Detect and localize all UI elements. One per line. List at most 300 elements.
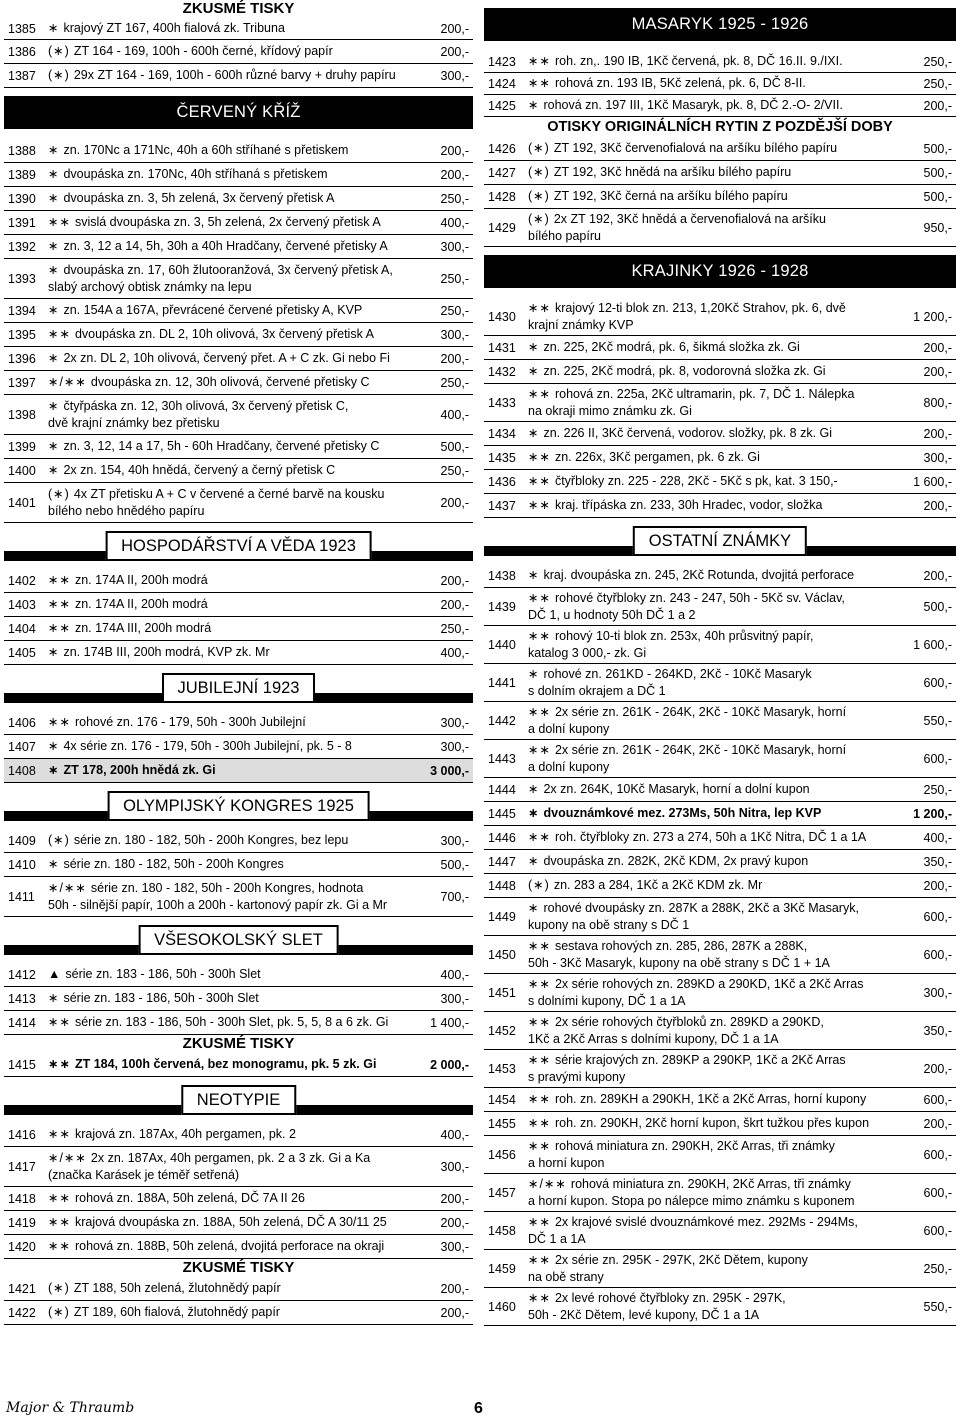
lot-description bbox=[524, 590, 924, 624]
description-line: 2x levé rohové čtyřbloky zn. 295K - 297K, bbox=[554, 1290, 786, 1305]
lot-price: 200,- bbox=[923, 98, 952, 113]
lot-number: 1407 bbox=[8, 739, 36, 754]
condition-mark: ∗ bbox=[528, 364, 540, 378]
lot-price: 2 000,- bbox=[430, 1057, 469, 1072]
description-line: 2x série zn. 261K - 264K, 2Kč - 10Kč Masaryk, horní bbox=[554, 704, 847, 719]
section-title: KRAJINKY 1926 - 1928 bbox=[484, 255, 956, 288]
lot-number: 1415 bbox=[8, 1057, 36, 1072]
lot-number: 1385 bbox=[8, 21, 36, 36]
lot-price: 600,- bbox=[923, 1223, 952, 1238]
condition-mark: ∗ bbox=[48, 398, 60, 413]
condition-mark: ∗ bbox=[48, 239, 60, 253]
lot-price: 250,- bbox=[923, 54, 952, 69]
lot-price: 300,- bbox=[440, 239, 469, 254]
lot-number: 1427 bbox=[488, 165, 516, 180]
lot-price: 200,- bbox=[440, 351, 469, 366]
description-line: zn. 3, 12 a 14, 5h, 30h a 40h Hradčany, červené přetisky A bbox=[63, 239, 388, 253]
description-line: rohové čtyřbloky zn. 243 - 247, 50h - 5Kč sv. Václav, bbox=[554, 590, 845, 605]
lot-number: 1457 bbox=[488, 1185, 516, 1200]
condition-mark: ∗∗ bbox=[528, 1052, 551, 1067]
lot-price: 1 200,- bbox=[913, 309, 952, 324]
lot-row bbox=[484, 161, 956, 185]
section-title: ZKUSMÉ TISKY bbox=[182, 1035, 295, 1052]
condition-mark: ∗ bbox=[48, 463, 60, 477]
lot-number: 1433 bbox=[488, 395, 516, 410]
description-line: roh. zn. 290KH, 2Kč horní kupon, škrt tužkou přes kupon bbox=[554, 1116, 870, 1130]
description-line: dvoupáska zn. 170Nc, 40h stříhaná s přetiskem bbox=[63, 167, 328, 181]
publisher-mark: Major & Thraumb bbox=[6, 1400, 135, 1416]
lot-number: 1438 bbox=[488, 568, 516, 583]
description-line: 2x zn. 154, 40h hnědá, červený a černý přetisk C bbox=[63, 463, 336, 477]
condition-mark: (∗) bbox=[528, 165, 550, 179]
lot-description bbox=[524, 628, 913, 662]
lot-number: 1422 bbox=[8, 1305, 36, 1320]
lot-number: 1441 bbox=[488, 675, 516, 690]
lot-row bbox=[4, 323, 473, 347]
lot-description bbox=[524, 300, 913, 334]
condition-mark: ∗∗ bbox=[48, 1191, 71, 1205]
lot-number: 1412 bbox=[8, 967, 36, 982]
lot-row bbox=[4, 829, 473, 853]
lot-number: 1451 bbox=[488, 985, 516, 1000]
lot-number: 1425 bbox=[488, 98, 516, 113]
lot-price: 600,- bbox=[923, 751, 952, 766]
lot-description bbox=[524, 704, 924, 738]
description-line: 2x série rohových zn. 289KD a 290KD, 1Kč a 2Kč Arras bbox=[554, 976, 864, 991]
lot-number: 1437 bbox=[488, 498, 516, 513]
lot-price: 300,- bbox=[440, 833, 469, 848]
lot-number: 1432 bbox=[488, 364, 516, 379]
condition-mark: ∗∗ bbox=[528, 938, 551, 953]
lot-row bbox=[484, 564, 956, 588]
lot-description bbox=[524, 1138, 924, 1172]
condition-mark: ∗∗ bbox=[528, 474, 551, 488]
condition-mark: ∗ bbox=[48, 351, 60, 365]
description-line: krajový ZT 167, 400h fialová zk. Tribuna bbox=[63, 21, 285, 35]
lot-number: 1389 bbox=[8, 167, 36, 182]
lot-description bbox=[44, 1190, 441, 1207]
description-line: s pravými kupony bbox=[528, 1069, 626, 1084]
condition-mark: ∗∗ bbox=[48, 1057, 71, 1071]
lot-number: 1449 bbox=[488, 909, 516, 924]
lot-description bbox=[44, 714, 441, 731]
description-line: s dolním okrajem a DČ 1 bbox=[528, 683, 666, 698]
condition-mark: ∗∗ bbox=[48, 715, 71, 729]
lot-number: 1410 bbox=[8, 857, 36, 872]
condition-mark: ∗∗ bbox=[528, 590, 551, 605]
description-line: krajová dvoupáska zn. 188A, 50h zelená, DČ A 30/11 25 bbox=[74, 1215, 387, 1229]
condition-mark: ∗ bbox=[48, 21, 60, 35]
lot-row bbox=[4, 18, 473, 40]
lot-price: 250,- bbox=[923, 1261, 952, 1276]
description-line: na okraji mimo známku zk. Gi bbox=[528, 403, 692, 418]
description-line: 2x zn. 187Ax, 40h pergamen, pk. 2 a 3 zk. Gi a Ka bbox=[90, 1150, 371, 1165]
description-line: rohová miniatura zn. 290KH, 2Kč Arras, tři známky bbox=[570, 1176, 851, 1191]
lot-description bbox=[524, 900, 924, 934]
description-line: 29x ZT 164 - 169, 100h - 600h různé barvy + druhy papíru bbox=[73, 68, 396, 82]
section-title: ZKUSMÉ TISKY bbox=[182, 1259, 295, 1276]
condition-mark: ∗ bbox=[48, 739, 60, 753]
lot-description bbox=[524, 1176, 924, 1210]
lot-price: 300,- bbox=[440, 1159, 469, 1174]
lot-description bbox=[44, 856, 441, 873]
description-line: série zn. 183 - 186, 50h - 300h Slet bbox=[63, 991, 259, 1005]
lot-description bbox=[44, 326, 441, 343]
description-line: zn. 226 II, 3Kč červená, vodorov. složky, pk. 8 zk. Gi bbox=[543, 426, 833, 440]
condition-mark: ∗ bbox=[528, 98, 540, 112]
condition-mark: ∗/∗∗ bbox=[48, 1150, 87, 1165]
lot-description bbox=[44, 486, 441, 520]
lot-number: 1386 bbox=[8, 44, 36, 59]
description-line: 2x ZT 192, 3Kč hnědá a červenofialová na aršíku bbox=[553, 211, 826, 226]
lot-row bbox=[484, 826, 956, 850]
lot-price: 200,- bbox=[923, 568, 952, 583]
condition-mark: ∗/∗∗ bbox=[48, 375, 87, 389]
condition-mark: ▲ bbox=[48, 967, 62, 981]
condition-mark: ∗∗ bbox=[48, 327, 71, 341]
description-line: krajová zn. 187Ax, 40h pergamen, pk. 2 bbox=[74, 1127, 296, 1141]
lot-row bbox=[4, 1211, 473, 1235]
lot-number: 1434 bbox=[488, 426, 516, 441]
section-title: OLYMPIJSKÝ KONGRES 1925 bbox=[107, 791, 370, 821]
right-column bbox=[484, 0, 956, 1326]
section-title: VŠESOKOLSKÝ SLET bbox=[138, 925, 339, 955]
description-line: zn. 174A II, 200h modrá bbox=[74, 597, 208, 611]
lot-price: 200,- bbox=[923, 1061, 952, 1076]
lot-number: 1411 bbox=[8, 889, 35, 904]
lot-row bbox=[484, 588, 956, 626]
lot-description bbox=[524, 1252, 924, 1286]
lot-row bbox=[484, 1212, 956, 1250]
lot-description bbox=[44, 302, 441, 319]
condition-mark: ∗∗ bbox=[528, 830, 551, 844]
lot-number: 1417 bbox=[8, 1159, 36, 1174]
lot-price: 200,- bbox=[440, 495, 469, 510]
description-line: roh. zn,. 190 IB, 1Kč červená, pk. 8, DČ 16.II. 9./IXI. bbox=[554, 54, 843, 68]
lot-number: 1423 bbox=[488, 54, 516, 69]
description-line: 1Kč a 2Kč Arras s dolními kupony, DČ 1 a 1A bbox=[528, 1031, 779, 1046]
description-line: ZT 192, 3Kč červenofialová na aršíku bílého papíru bbox=[553, 141, 838, 155]
condition-mark: ∗ bbox=[528, 782, 540, 796]
lot-row bbox=[4, 1011, 473, 1035]
lot-description bbox=[44, 1304, 441, 1321]
condition-mark: ∗ bbox=[528, 426, 540, 440]
lot-row bbox=[4, 1123, 473, 1147]
lot-price: 500,- bbox=[440, 857, 469, 872]
condition-mark: (∗) bbox=[48, 833, 70, 847]
condition-mark: ∗∗ bbox=[528, 976, 551, 991]
lot-row bbox=[4, 759, 473, 783]
description-line: 2x série zn. 261K - 264K, 2Kč - 10Kč Masaryk, horní bbox=[554, 742, 847, 757]
left-column bbox=[4, 0, 473, 1325]
description-line: série krajových zn. 289KP a 290KP, 1Kč a 2Kč Arras bbox=[554, 1052, 846, 1067]
lot-description bbox=[44, 572, 441, 589]
condition-mark: (∗) bbox=[48, 1281, 70, 1295]
lot-price: 350,- bbox=[923, 854, 952, 869]
lot-price: 600,- bbox=[923, 675, 952, 690]
description-line: bílého papíru bbox=[528, 228, 601, 243]
lot-number: 1397 bbox=[8, 375, 36, 390]
lot-row bbox=[4, 347, 473, 371]
lot-number: 1390 bbox=[8, 191, 36, 206]
description-line: kraj. dvoupáska zn. 245, 2Kč Rotunda, dvojitá perforace bbox=[543, 568, 855, 582]
description-line: rohové zn. 176 - 179, 50h - 300h Jubilejní bbox=[74, 715, 306, 729]
lot-price: 300,- bbox=[440, 991, 469, 1006]
description-line: bílého nebo hnědého papíru bbox=[48, 503, 205, 518]
lot-price: 550,- bbox=[923, 1299, 952, 1314]
lot-row bbox=[484, 802, 956, 826]
condition-mark: (∗) bbox=[48, 1305, 70, 1319]
lot-description bbox=[44, 832, 441, 849]
lot-description bbox=[524, 829, 924, 846]
lot-description bbox=[524, 164, 924, 181]
description-line: 50h - 2Kč Dětem, levé kupony, DČ 1 a 1A bbox=[528, 1307, 760, 1322]
description-line: zn. 283 a 284, 1Kč a 2Kč KDM zk. Mr bbox=[553, 878, 763, 892]
lot-row bbox=[484, 51, 956, 73]
lot-row bbox=[4, 987, 473, 1011]
lot-row bbox=[4, 1301, 473, 1325]
section-title: ZKUSMÉ TISKY bbox=[182, 0, 295, 17]
condition-mark: ∗∗ bbox=[48, 1215, 71, 1229]
lot-number: 1439 bbox=[488, 599, 516, 614]
lot-description bbox=[524, 938, 924, 972]
description-line: rohová zn. 188B, 50h zelená, dvojitá perforace na okraji bbox=[74, 1239, 385, 1253]
condition-mark: ∗ bbox=[528, 666, 540, 681]
lot-number: 1388 bbox=[8, 143, 36, 158]
description-line: ZT 188, 50h zelená, žlutohnědý papír bbox=[73, 1281, 281, 1295]
condition-mark: (∗) bbox=[48, 486, 70, 501]
lot-number: 1408 bbox=[8, 763, 36, 778]
lot-row bbox=[4, 711, 473, 735]
description-line: 50h - silnější papír, 100h a 200h - kartonový papír zk. Gi a Mr bbox=[48, 897, 388, 912]
lot-price: 400,- bbox=[923, 830, 952, 845]
condition-mark: ∗ bbox=[528, 568, 540, 582]
description-line: s dolními kupony, DČ 1 a 1A bbox=[528, 993, 686, 1008]
lot-description bbox=[44, 262, 441, 296]
lot-row bbox=[4, 1235, 473, 1259]
section-banner bbox=[4, 673, 473, 703]
lot-row bbox=[484, 360, 956, 384]
lot-number: 1454 bbox=[488, 1092, 516, 1107]
lot-price: 300,- bbox=[440, 1239, 469, 1254]
lot-row bbox=[484, 936, 956, 974]
lot-number: 1413 bbox=[8, 991, 36, 1006]
lot-number: 1387 bbox=[8, 68, 36, 83]
description-line: zn. 174B III, 200h modrá, KVP zk. Mr bbox=[63, 645, 270, 659]
lot-row bbox=[4, 395, 473, 435]
lot-price: 250,- bbox=[440, 303, 469, 318]
lot-price: 350,- bbox=[923, 1023, 952, 1038]
lot-price: 1 400,- bbox=[430, 1015, 469, 1030]
lot-number: 1447 bbox=[488, 854, 516, 869]
lot-price: 1 600,- bbox=[913, 474, 952, 489]
lot-description bbox=[524, 781, 924, 798]
lot-number: 1401 bbox=[8, 495, 36, 510]
lot-price: 200,- bbox=[440, 1191, 469, 1206]
lot-description bbox=[44, 1280, 441, 1297]
lot-number: 1429 bbox=[488, 220, 516, 235]
condition-mark: ∗∗ bbox=[48, 597, 71, 611]
lot-row bbox=[484, 95, 956, 117]
description-line: (značka Karásek je téměř setřená) bbox=[48, 1167, 240, 1182]
lot-description bbox=[524, 211, 924, 245]
condition-mark: ∗ bbox=[528, 806, 540, 820]
description-line: rohová zn. 188A, 50h zelená, DČ 7A II 26 bbox=[74, 1191, 305, 1205]
condition-mark: ∗ bbox=[48, 763, 60, 777]
lot-description bbox=[524, 1290, 924, 1324]
section-banner bbox=[4, 531, 473, 561]
lot-price: 500,- bbox=[440, 439, 469, 454]
lot-number: 1448 bbox=[488, 878, 516, 893]
description-line: DČ 1 a 1A bbox=[528, 1231, 586, 1246]
lot-row bbox=[4, 617, 473, 641]
lot-row bbox=[4, 593, 473, 617]
description-line: zn. 174A III, 200h modrá bbox=[74, 621, 212, 635]
lot-number: 1431 bbox=[488, 340, 516, 355]
description-line: rohový 10-ti blok zn. 253x, 40h průsvitný papír, bbox=[554, 628, 814, 643]
description-line: dvoupáska zn. DL 2, 10h olivová, 3x červený přetisk A bbox=[74, 327, 374, 341]
lot-row bbox=[4, 187, 473, 211]
lot-description bbox=[44, 1056, 430, 1073]
lot-number: 1404 bbox=[8, 621, 36, 636]
lot-number: 1445 bbox=[488, 806, 516, 821]
description-line: čtyřbloky zn. 225 - 228, 2Kč - 5Kč s pk, kat. 3 150,- bbox=[554, 474, 838, 488]
lot-price: 200,- bbox=[923, 364, 952, 379]
lot-number: 1444 bbox=[488, 782, 516, 797]
lot-description bbox=[44, 166, 441, 183]
condition-mark: (∗) bbox=[48, 44, 70, 58]
lot-price: 200,- bbox=[440, 573, 469, 588]
description-line: série zn. 183 - 186, 50h - 300h Slet bbox=[65, 967, 261, 981]
lot-description bbox=[524, 188, 924, 205]
section-title: OSTATNÍ ZNÁMKY bbox=[633, 526, 807, 556]
lot-row bbox=[484, 1050, 956, 1088]
lot-number: 1418 bbox=[8, 1191, 36, 1206]
lot-price: 250,- bbox=[440, 271, 469, 286]
condition-mark: ∗∗ bbox=[528, 76, 551, 90]
description-line: série zn. 180 - 182, 50h - 200h Kongres, bez lepu bbox=[73, 833, 349, 847]
lot-description bbox=[44, 762, 430, 779]
lot-number: 1421 bbox=[8, 1281, 36, 1296]
lot-number: 1405 bbox=[8, 645, 36, 660]
description-line: dvoupáska zn. 17, 60h žlutooranžová, 3x červený přetisk A, bbox=[63, 262, 393, 277]
lot-row bbox=[484, 209, 956, 247]
condition-mark: ∗∗ bbox=[48, 1127, 71, 1141]
lot-price: 3 000,- bbox=[430, 763, 469, 778]
lot-number: 1458 bbox=[488, 1223, 516, 1238]
lot-number: 1399 bbox=[8, 439, 36, 454]
lot-description bbox=[44, 43, 441, 60]
lot-number: 1424 bbox=[488, 76, 516, 91]
section-banner bbox=[4, 925, 473, 955]
lot-description bbox=[524, 363, 924, 380]
condition-mark: ∗∗ bbox=[528, 628, 551, 643]
lot-description bbox=[524, 497, 924, 514]
lot-row bbox=[484, 850, 956, 874]
description-line: a dolní kupony bbox=[528, 759, 610, 774]
lot-description bbox=[524, 666, 924, 700]
description-line: 2x zn. DL 2, 10h olivová, červený přet. A + C zk. Gi nebo Fi bbox=[63, 351, 390, 365]
lot-price: 500,- bbox=[923, 189, 952, 204]
lot-row bbox=[4, 40, 473, 64]
lot-price: 200,- bbox=[440, 44, 469, 59]
lot-row bbox=[4, 299, 473, 323]
lot-description bbox=[524, 425, 924, 442]
description-line: ZT 178, 200h hnědá zk. Gi bbox=[63, 763, 216, 777]
lot-price: 300,- bbox=[440, 327, 469, 342]
lot-number: 1409 bbox=[8, 833, 36, 848]
description-line: katalog 3 000,- zk. Gi bbox=[528, 645, 647, 660]
lot-price: 200,- bbox=[440, 1215, 469, 1230]
description-line: zn. 170Nc a 171Nc, 40h a 60h stříhané s přetiskem bbox=[63, 143, 349, 157]
condition-mark: ∗/∗∗ bbox=[528, 1176, 567, 1191]
lot-row bbox=[484, 898, 956, 936]
description-line: a dolní kupony bbox=[528, 721, 610, 736]
lot-row bbox=[4, 139, 473, 163]
lot-number: 1450 bbox=[488, 947, 516, 962]
lot-row bbox=[4, 435, 473, 459]
lot-row bbox=[4, 64, 473, 88]
lot-description bbox=[44, 350, 441, 367]
lot-description bbox=[524, 567, 924, 584]
lot-price: 600,- bbox=[923, 1092, 952, 1107]
lot-description bbox=[44, 374, 441, 391]
lot-description bbox=[524, 853, 924, 870]
section-banner bbox=[4, 791, 473, 821]
lot-price: 300,- bbox=[923, 450, 952, 465]
lot-number: 1459 bbox=[488, 1261, 516, 1276]
condition-mark: ∗∗ bbox=[528, 1138, 551, 1153]
lot-price: 1 600,- bbox=[913, 637, 952, 652]
condition-mark: ∗∗ bbox=[528, 386, 551, 401]
lot-description bbox=[44, 462, 441, 479]
description-line: ZT 192, 3Kč hnědá na aršíku bílého papíru bbox=[553, 165, 792, 179]
lot-row bbox=[4, 235, 473, 259]
lot-description bbox=[524, 473, 913, 490]
lot-row bbox=[4, 1053, 473, 1077]
condition-mark: ∗∗ bbox=[528, 1116, 551, 1130]
description-line: 50h - 3Kč Masaryk, kupony na obě strany s DČ 1 + 1A bbox=[528, 955, 830, 970]
section-title: ČERVENÝ KŘÍŽ bbox=[4, 96, 473, 129]
lot-price: 200,- bbox=[440, 1281, 469, 1296]
lot-description bbox=[524, 1052, 924, 1086]
description-line: 2x série rohových čtyřbloků zn. 289KD a 290KD, bbox=[554, 1014, 824, 1029]
description-line: 4x série zn. 176 - 179, 50h - 300h Jubilejní, pk. 5 - 8 bbox=[63, 739, 352, 753]
lot-number: 1414 bbox=[8, 1015, 36, 1030]
description-line: 2x krajové svislé dvouznámkové mez. 292Ms - 294Ms, bbox=[554, 1214, 858, 1229]
lot-description bbox=[44, 67, 441, 84]
description-line: a horní kupon. Stopa po nálepce mimo známku s kuponem bbox=[528, 1193, 855, 1208]
description-line: krajní známky KVP bbox=[528, 317, 634, 332]
description-line: a horní kupon bbox=[528, 1155, 605, 1170]
lot-row bbox=[4, 163, 473, 187]
lot-row bbox=[4, 853, 473, 877]
description-line: rohové dvoupásky zn. 287K a 288K, 2Kč a 3Kč Masaryk, bbox=[543, 900, 859, 915]
lot-row bbox=[484, 874, 956, 898]
lot-description bbox=[44, 190, 441, 207]
lot-number: 1446 bbox=[488, 830, 516, 845]
lot-price: 700,- bbox=[440, 889, 469, 904]
lot-row bbox=[484, 1288, 956, 1326]
lot-price: 200,- bbox=[923, 1116, 952, 1131]
lot-number: 1394 bbox=[8, 303, 36, 318]
lot-description bbox=[524, 97, 924, 114]
lot-description bbox=[524, 1091, 924, 1108]
lot-row bbox=[484, 446, 956, 470]
section-title: JUBILEJNÍ 1923 bbox=[162, 673, 316, 703]
lot-description bbox=[44, 880, 441, 914]
lot-row bbox=[4, 1187, 473, 1211]
